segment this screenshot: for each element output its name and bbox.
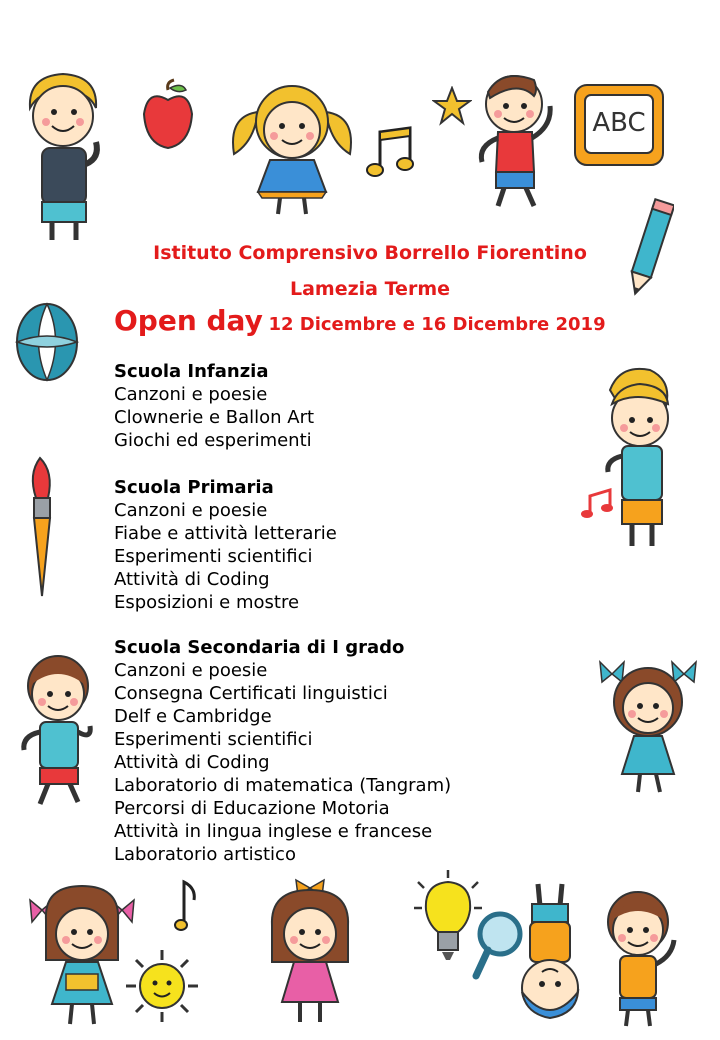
- girl-illustration-right: [598, 652, 698, 800]
- section-infanzia: [114, 360, 314, 452]
- list-item: Giochi ed esperimenti: [114, 430, 312, 451]
- school-name: Istituto Comprensivo Borrello Fiorentino: [153, 242, 587, 264]
- list-item: Clownerie e Ballon Art: [114, 407, 315, 428]
- list-item: Canzoni e poesie: [114, 660, 268, 681]
- section-title: Scuola Secondaria di I grado: [114, 637, 405, 658]
- girl-illustration-bottom-left: [26, 880, 138, 1030]
- list-item: Fiabe e attività letterarie: [114, 523, 337, 544]
- list-item: Esperimenti scientifici: [114, 729, 313, 750]
- list-item: Attività in lingua inglese e francese: [114, 821, 433, 842]
- city-name: Lamezia Terme: [290, 278, 450, 300]
- apple-icon: [140, 78, 196, 154]
- list-item: Laboratorio di matematica (Tangram): [114, 775, 452, 796]
- section-title: Scuola Infanzia: [114, 361, 269, 382]
- boy-illustration-right: [580, 360, 690, 556]
- list-item: Delf e Cambridge: [114, 706, 272, 727]
- music-note-icon: [366, 124, 418, 180]
- section-title: Scuola Primaria: [114, 477, 274, 498]
- boy-illustration-bottom-right: [588, 880, 688, 1030]
- list-item: Consegna Certificati linguistici: [114, 683, 388, 704]
- sun-icon: [124, 948, 200, 1024]
- star-icon: [432, 86, 472, 126]
- abc-board: [572, 82, 666, 176]
- open-day-line: [114, 304, 606, 337]
- ball-icon: [14, 300, 80, 384]
- girl-illustration-top: [228, 72, 356, 220]
- abc-board-text: ABC: [592, 108, 646, 138]
- list-item: Esperimenti scientifici: [114, 546, 313, 567]
- list-item: Canzoni e poesie: [114, 500, 268, 521]
- list-item: Attività di Coding: [114, 569, 270, 590]
- boy-illustration-top-left: [18, 68, 108, 248]
- list-item: Percorsi di Educazione Motoria: [114, 798, 390, 819]
- section-primaria: [114, 476, 337, 614]
- open-day-title: Open day: [114, 304, 263, 337]
- list-item: Laboratorio artistico: [114, 844, 296, 865]
- list-item: Esposizioni e mostre: [114, 592, 300, 613]
- upside-down-kid-illustration: [510, 880, 590, 1032]
- paintbrush-icon: [18, 452, 64, 600]
- open-day-dates: 12 Dicembre e 16 Dicembre 2019: [268, 314, 606, 335]
- list-item: Canzoni e poesie: [114, 384, 268, 405]
- girl-illustration-bottom-center: [258, 878, 362, 1028]
- section-secondaria: [114, 636, 451, 866]
- boy-illustration-left: [12, 640, 104, 812]
- small-music-note-icon: [174, 878, 200, 932]
- boy-illustration-top-right: [472, 66, 562, 216]
- list-item: Attività di Coding: [114, 752, 270, 773]
